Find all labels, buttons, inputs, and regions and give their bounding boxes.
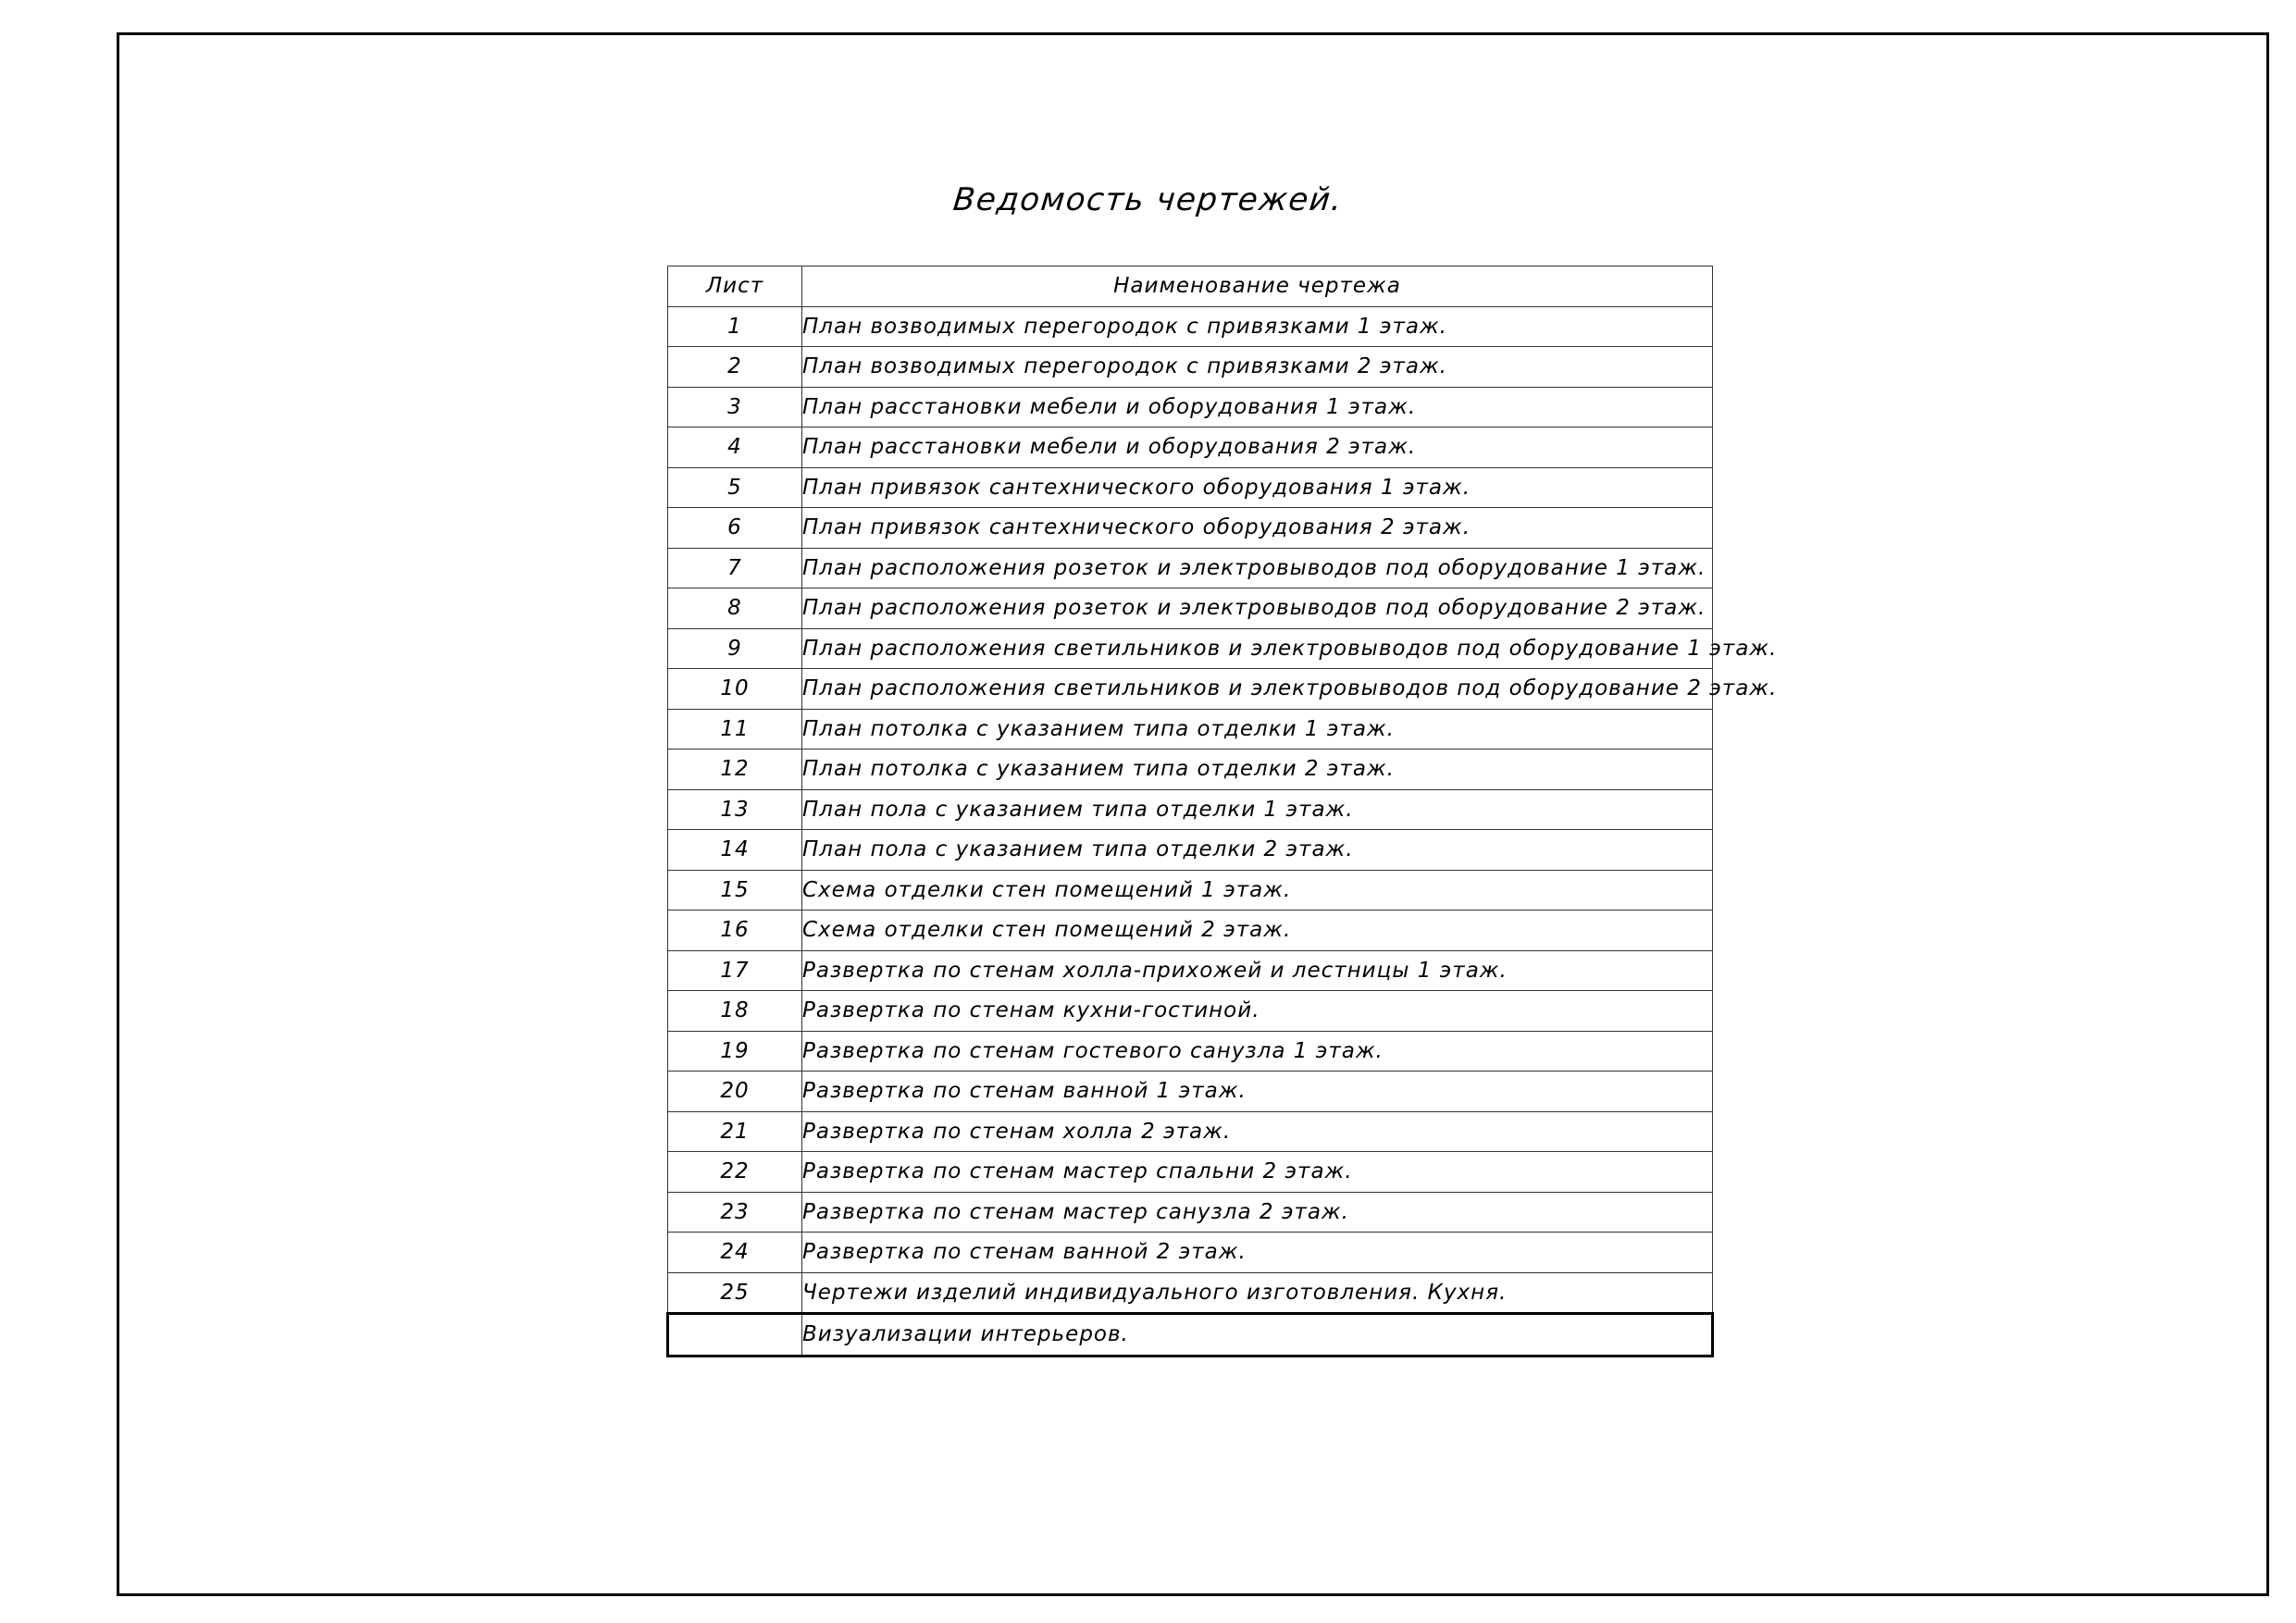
table-header-row — [668, 266, 1713, 307]
sheet-number: 22 — [668, 1152, 802, 1193]
drawing-list-table — [666, 266, 1778, 1357]
table-row — [668, 427, 1713, 468]
sheet-number: 18 — [668, 991, 802, 1032]
drawing-name: План расположения светильников и электровыводов под оборудование 2 этаж. — [802, 669, 1713, 710]
document-title: Ведомость чертежей. — [951, 181, 1345, 218]
drawing-name: План расстановки мебели и оборудования 2 этаж. — [802, 427, 1713, 468]
sheet-number: 6 — [668, 508, 802, 549]
table-row — [668, 830, 1713, 871]
drawing-name: План пола с указанием типа отделки 2 этаж. — [802, 830, 1713, 871]
table-row — [668, 1192, 1713, 1233]
sheet-number: 17 — [668, 950, 802, 991]
drawing-name: План расстановки мебели и оборудования 1 этаж. — [802, 387, 1713, 427]
sheet-number: 8 — [668, 588, 802, 629]
drawing-name: Чертежи изделий индивидуального изготовления. Кухня. — [802, 1272, 1713, 1314]
sheet-number: 20 — [668, 1072, 802, 1112]
drawing-name: Развертка по стенам холла-прихожей и лестницы 1 этаж. — [802, 950, 1713, 991]
table-row — [668, 306, 1713, 347]
table-row — [668, 1111, 1713, 1152]
sheet-number: 2 — [668, 347, 802, 388]
drawing-name: План привязок сантехнического оборудования 1 этаж. — [802, 467, 1713, 508]
table-row — [668, 709, 1713, 750]
table-row — [668, 1072, 1713, 1112]
drawing-name: План расположения розеток и электровыводов под оборудование 1 этаж. — [802, 548, 1713, 588]
sheet-number: 19 — [668, 1031, 802, 1072]
sheet-number: 5 — [668, 467, 802, 508]
drawing-name: План возводимых перегородок с привязками 2 этаж. — [802, 347, 1713, 388]
sheet-number: 1 — [668, 306, 802, 347]
drawing-name: План потолка с указанием типа отделки 2 этаж. — [802, 750, 1713, 790]
sheet-number: 23 — [668, 1192, 802, 1233]
sheet-number: 9 — [668, 628, 802, 669]
drawing-name: План расположения светильников и электровыводов под оборудование 1 этаж. — [802, 628, 1713, 669]
table-row — [668, 750, 1713, 790]
table-row — [668, 870, 1713, 911]
drawing-name: Развертка по стенам гостевого санузла 1 этаж. — [802, 1031, 1713, 1072]
sheet-number: 4 — [668, 427, 802, 468]
table-row — [668, 347, 1713, 388]
sheet-number: 7 — [668, 548, 802, 588]
table-row — [668, 1031, 1713, 1072]
sheet-number: 15 — [668, 870, 802, 911]
drawing-name: План пола с указанием типа отделки 1 этаж. — [802, 789, 1713, 830]
table-row — [668, 911, 1713, 951]
table-row — [668, 1233, 1713, 1273]
sheet-number: 11 — [668, 709, 802, 750]
drawing-name: Визуализации интерьеров. — [802, 1314, 1713, 1357]
header-drawing-name: Наименование чертежа — [802, 266, 1713, 307]
table-row — [668, 669, 1713, 710]
table-row — [668, 508, 1713, 549]
table-row — [668, 789, 1713, 830]
sheet-number: 13 — [668, 789, 802, 830]
table-row — [668, 467, 1713, 508]
table-row — [668, 1152, 1713, 1193]
sheet-number: 12 — [668, 750, 802, 790]
table-row — [668, 1272, 1713, 1314]
drawing-name: Развертка по стенам холла 2 этаж. — [802, 1111, 1713, 1152]
drawing-name: План возводимых перегородок с привязками 1 этаж. — [802, 306, 1713, 347]
sheet-number: 21 — [668, 1111, 802, 1152]
drawing-name: Схема отделки стен помещений 2 этаж. — [802, 911, 1713, 951]
table-row — [668, 1314, 1713, 1357]
table-row — [668, 950, 1713, 991]
drawing-name: Схема отделки стен помещений 1 этаж. — [802, 870, 1713, 911]
drawing-name: Развертка по стенам ванной 1 этаж. — [802, 1072, 1713, 1112]
header-sheet: Лист — [668, 266, 802, 307]
table-row — [668, 628, 1713, 669]
drawing-list-table-container — [666, 266, 1778, 1357]
drawing-name: План привязок сантехнического оборудования 2 этаж. — [802, 508, 1713, 549]
sheet-number: 10 — [668, 669, 802, 710]
drawing-name: Развертка по стенам кухни-гостиной. — [802, 991, 1713, 1032]
sheet-number: 16 — [668, 911, 802, 951]
sheet-number — [668, 1314, 802, 1357]
sheet-number: 14 — [668, 830, 802, 871]
drawing-name: Развертка по стенам ванной 2 этаж. — [802, 1233, 1713, 1273]
table-row — [668, 991, 1713, 1032]
drawing-name: План потолка с указанием типа отделки 1 этаж. — [802, 709, 1713, 750]
sheet-number: 25 — [668, 1272, 802, 1314]
drawing-name: План расположения розеток и электровыводов под оборудование 2 этаж. — [802, 588, 1713, 629]
sheet-number: 24 — [668, 1233, 802, 1273]
table-row — [668, 548, 1713, 588]
drawing-name: Развертка по стенам мастер спальни 2 этаж. — [802, 1152, 1713, 1193]
table-row — [668, 387, 1713, 427]
drawing-name: Развертка по стенам мастер санузла 2 этаж. — [802, 1192, 1713, 1233]
table-row — [668, 588, 1713, 629]
sheet-number: 3 — [668, 387, 802, 427]
